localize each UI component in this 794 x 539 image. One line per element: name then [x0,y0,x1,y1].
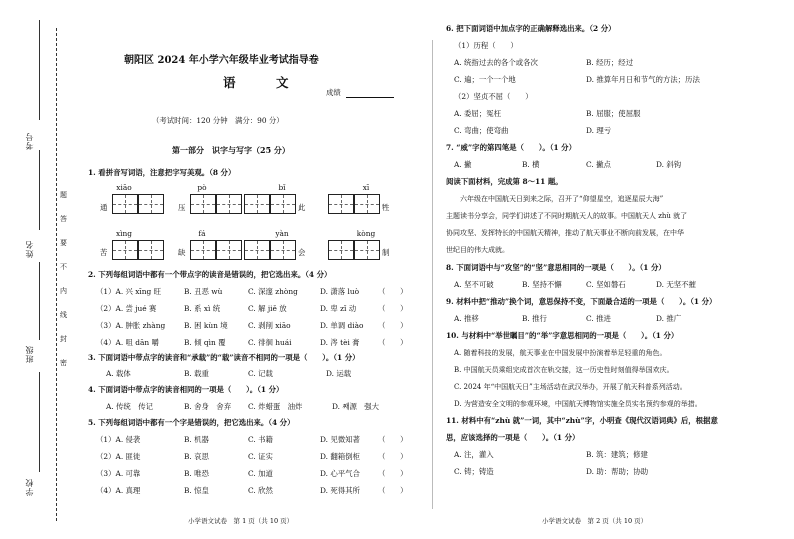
option: A. 推移 [454,314,479,323]
word-char: 牲 [382,203,390,212]
pinyin: yàn [275,229,289,238]
part1-title: 第一部分 识字与写字（25 分） [172,145,290,155]
score-blank[interactable] [346,97,394,98]
school-label: 学校 [25,478,34,496]
option: D. 推广 [656,314,682,323]
answer-blank[interactable]: （ ） [378,338,408,347]
reading-line: 六年级在中国航天日到来之际，召开了“仰望星空，追逐星辰大海” [460,195,664,203]
q5-stem: 5. 下列每组词语中都有一个字是错误的，把它选出来。（4 分） [88,418,295,427]
binding-margin [0,0,92,539]
option: B. 屈服；使屈服 [586,109,641,118]
option: B. 哀思 [184,452,209,461]
q7-stem: 7. “威”字的第四笔是（ ）。（1 分） [446,143,576,152]
option: （3）A. 肿胀 zhàng [96,321,166,330]
writing-grid[interactable] [328,194,354,214]
option: D. 助：帮助；协助 [586,467,649,476]
option: D. 见微知著 [320,435,360,444]
writing-grid[interactable] [244,240,270,260]
option: B. 唯恐 [184,469,209,478]
option: A. 委屈；冤枉 [454,109,501,118]
seal-char: 题 [60,191,67,199]
option: D. 涔 tèi 膏 [320,338,360,347]
writing-grid[interactable] [190,194,216,214]
option: B. 舍身 舍弃 [184,402,232,411]
column-divider [432,40,433,509]
answer-blank[interactable]: （ ） [378,452,408,461]
answer-blank[interactable]: （ ） [378,304,408,313]
word-char: 会 [298,248,306,257]
q6-stem: 6. 把下面词语中加点字的正确解释选出来。（2 分） [446,24,616,33]
option: B. 推行 [522,314,547,323]
option: D. 推算年月日和节气的方法；历法 [586,75,700,84]
writing-grid[interactable] [354,240,380,260]
option: D. 运载 [326,369,352,378]
option: B. 惊皇 [184,486,209,495]
answer-blank[interactable]: （ ） [378,287,408,296]
writing-grid[interactable] [270,240,296,260]
option: B. 困 kùn 境 [184,321,228,330]
option: （4）A. 真理 [96,486,141,495]
seal-char: 要 [60,239,67,247]
option: D. 卑 zǐ 动 [320,304,357,313]
writing-grid[interactable] [112,240,138,260]
writing-grid[interactable] [138,194,164,214]
pinyin: xiāo [116,183,132,192]
option: D. 斜钩 [656,160,682,169]
option: A. 传统 传记 [106,402,153,411]
option: B. 机器 [184,435,209,444]
option: C. 弯曲；使弯曲 [454,126,509,135]
word-char: 苦 [100,248,108,257]
word-char: 通 [100,203,108,212]
seal-char: 答 [60,215,67,223]
option: D. 心平气合 [320,469,360,478]
option: A. 撇 [454,160,472,169]
option: D. 째源 强大 [332,402,380,411]
reading-line: 协同攻坚、发挥特长的中国航天精神，推动了航天事业不断向前发展，在中华 [446,229,684,237]
option: D. 单调 diào [320,321,364,330]
pinyin: fá [198,229,206,238]
option: C. 剥削 xiāo [248,321,291,330]
option: A. 随着科技的发展，航天事业在中国发展中扮演着举足轻重的角色。 [454,349,667,357]
q3-stem: 3. 下面词语中带点字的读音和“承载”的“载”读音不相同的一项是（ ）。（1 分） [88,353,360,362]
exam-no-line [39,20,42,120]
writing-grid[interactable] [244,194,270,214]
option: （1）A. 兴 xīng 旺 [96,287,162,296]
q2-stem: 2. 下列每组词语中都有一个带点字的读音是错误的，把它选出来。（4 分） [88,270,332,279]
option: C. 炸蜡蛋 油炸 [248,402,303,411]
exam-title: 朝阳区 2024 年小学六年级毕业考试指导卷 [124,55,319,66]
writing-grid[interactable] [354,194,380,214]
writing-grid[interactable] [216,240,242,260]
reading-line: 主题读书分享会，同学们讲述了不同时期航天人的故事。中国航天人 zhù 就了 [446,212,688,220]
score-label: 成绩 [326,88,341,97]
option: C. 书籍 [248,435,273,444]
option: A. 注，灌入 [454,450,494,459]
option: D. 为营造安全文明的参观环境，中国航天博物馆实施全员实名预约参观的举措。 [454,400,702,408]
option: B. 倾 qìn 覆 [184,338,226,347]
q11-stem-cont: 思，应该选择的一项是（ ）。（1 分） [446,433,580,442]
seal-char: 不 [60,263,67,271]
word-char: 制 [382,248,390,257]
option: D. 无坚不摧 [656,280,696,289]
option: D. 死得其所 [320,486,360,495]
reading-intro: 阅读下面材料，完成第 8～11 题。 [446,177,563,186]
q11-stem: 11. 材料中有“zhù 就”一词，其中“zhù”字，小明查《现代汉语词典》后，根据意 [446,416,718,425]
writing-grid[interactable] [112,194,138,214]
writing-grid[interactable] [328,240,354,260]
option: B. 系 xì 统 [184,304,221,313]
option: （2）A. 匪徙 [96,452,141,461]
q8-stem: 8. 下面词语中与“攻坚”的“坚”意思相同的一项是（ ）。（1 分） [446,263,666,272]
option: C. 徘徊 huái [248,338,292,347]
writing-grid[interactable] [270,194,296,214]
reading-line: 世纪目的伟大成就。 [446,246,509,254]
option: （1）A. 侵袭 [96,435,141,444]
option: D. 潇落 luò [320,287,360,296]
option: C. 推进 [586,314,611,323]
time-info: （考试时间：120 分钟 满分：90 分） [152,116,284,125]
option: B. 丑恶 wù [184,287,223,296]
pinyin: xī [362,183,370,192]
option: C. 欣然 [248,486,273,495]
class-line [39,262,42,340]
name-label: 姓名 [25,240,34,258]
option: B. 载重 [184,369,209,378]
seal-char: 线 [60,311,67,319]
option: B. 横 [522,160,540,169]
option: C. 记载 [248,369,273,378]
option: C. 遍；一个一个地 [454,75,516,84]
option: A. 载体 [106,369,131,378]
option: D. 理亏 [586,126,612,135]
seal-dashed-line [56,28,57,521]
option: B. 经历；经过 [586,58,634,67]
option: C. 证实 [248,452,273,461]
seal-char: 密 [60,359,67,367]
option: （2）A. 尝 jué 赛 [96,304,157,313]
option: D. 翻箱倒柜 [320,452,360,461]
writing-grid[interactable] [216,194,242,214]
word-char: 缺 [178,248,186,257]
writing-grid[interactable] [190,240,216,260]
word-char: 此 [298,203,306,212]
answer-blank[interactable]: （ ） [378,486,408,495]
option: A. 坚不可破 [454,280,494,289]
option: C. 2024 年“中国航天日”主场活动在武汉举办，开展了航天科普系列活动。 [454,383,687,391]
word-char: 压 [178,203,186,212]
option: C. 坚如磐石 [586,280,626,289]
q10-stem: 10. 与材料中“举世瞩目”的“举”字意思相同的一项是（ ）。（1 分） [446,331,679,340]
name-line [39,150,42,230]
option: B. 坚持不懈 [522,280,562,289]
page-footer: 小学语文试卷 第 1 页（共 10 页） [188,517,294,525]
answer-blank[interactable]: （ ） [378,321,408,330]
seal-char: 封 [60,335,67,343]
answer-blank[interactable]: （ ） [378,469,408,478]
option: C. 撇点 [586,160,611,169]
option: （3）A. 可靠 [96,469,141,478]
pinyin: pò [197,183,207,192]
seal-char: 内 [60,287,67,295]
option: C. 深邃 zhòng [248,287,298,296]
option: C. 解 jiě 放 [248,304,287,313]
exam-no-label: 考号 [25,132,34,150]
subject-title: 语 文 [223,75,303,90]
option: B. 筑：建筑；修建 [586,450,648,459]
q4-stem: 4. 下面词语中带点字的读音相同的一项是（ ）。（1 分） [88,385,284,394]
writing-grid[interactable] [138,240,164,260]
page-footer: 小学语文试卷 第 2 页（共 10 页） [542,517,648,525]
q6-sub: （1）历程（ ） [454,41,518,50]
pinyin: bǐ [278,183,286,192]
option: B. 中国航天员乘组完成首次在轨交接，这一历史性时刻值得举国欢庆。 [454,366,674,374]
pinyin: xìng [115,229,133,238]
option: C. 加道 [248,469,273,478]
option: A. 统指过去的各个或各次 [454,58,538,67]
school-line [39,372,42,472]
option: C. 铸；铸造 [454,467,494,476]
q6-sub: （2）坚贞不屈（ ） [454,92,533,101]
q9-stem: 9. 材料中把“推动”换个词，意思保持不变，下面最合适的一项是（ ）。（1 分） [446,297,717,306]
pinyin: kòng [356,229,376,238]
q1-stem: 1. 看拼音写词语，注意把字写美观。（8 分） [88,168,236,177]
answer-blank[interactable]: （ ） [378,435,408,444]
class-label: 班级 [25,345,34,363]
option: （4）A. 咀 dān 嚼 [96,338,159,347]
